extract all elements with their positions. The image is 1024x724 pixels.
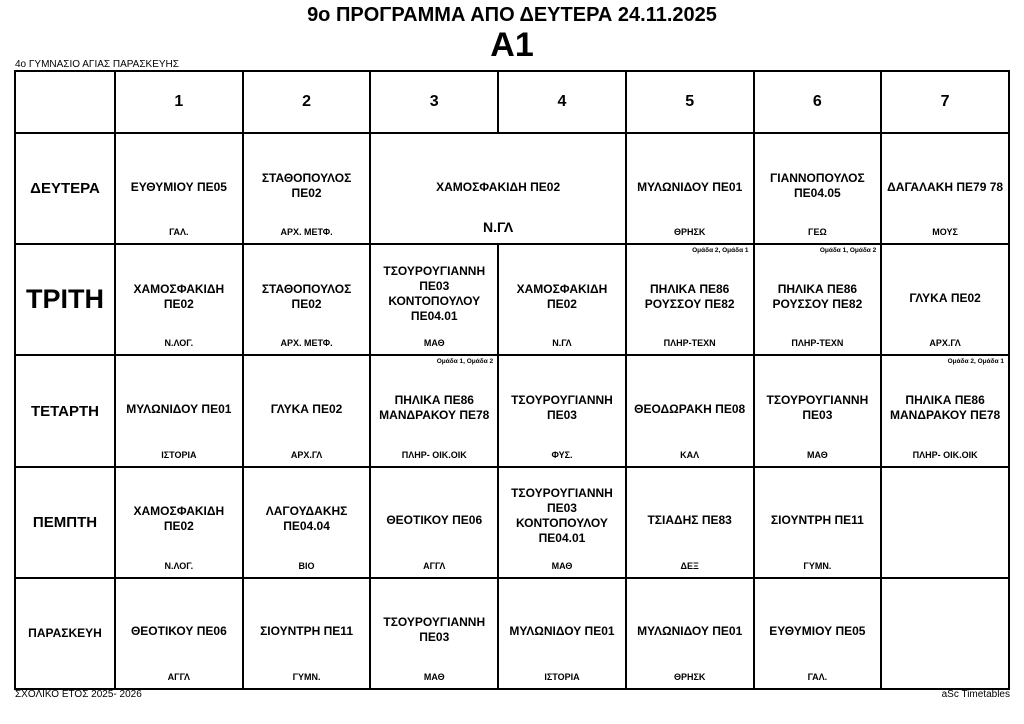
lesson-cell <box>626 578 754 689</box>
lesson-cell <box>115 578 243 689</box>
subject-label: ΘΡΗΣΚ <box>673 227 706 238</box>
teacher-name: ΣΙΟΥΝΤΡΗ ΠΕ11 <box>770 513 864 528</box>
group-label: Ομάδα 2, Ομάδα 1 <box>692 247 749 255</box>
teacher-name: ΤΣΙΑΔΗΣ ΠΕ83 <box>647 513 732 528</box>
lesson-cell <box>498 244 626 355</box>
period-header-row <box>15 71 1009 133</box>
teacher-name: ΔΑΓΑΛΑΚΗ ΠΕ79 78 <box>887 179 1004 194</box>
lesson-cell <box>626 467 754 578</box>
teacher-name: ΛΑΓΟΥΔΑΚΗΣ ΠΕ04.04 <box>265 504 348 534</box>
teacher-name: ΠΗΛΙΚΑ ΠΕ86 ΡΟΥΣΣΟΥ ΠΕ82 <box>644 281 735 311</box>
teacher-name: ΜΥΛΩΝΙΔΟΥ ΠΕ01 <box>637 179 743 194</box>
subject-label: ΠΛΗΡ- ΟΙΚ.ΟΙΚ <box>401 449 467 460</box>
teacher-name: ΜΥΛΩΝΙΔΟΥ ΠΕ01 <box>637 624 743 639</box>
lesson-cell <box>754 355 882 466</box>
period-header: 2 <box>243 71 371 133</box>
subject-label: Ν.ΛΟΓ. <box>164 338 194 349</box>
teacher-name: ΘΕΟΤΙΚΟΥ ΠΕ06 <box>386 513 483 528</box>
lesson-cell <box>115 133 243 244</box>
lesson-cell <box>626 244 754 355</box>
teacher-name: ΤΣΟΥΡΟΥΓΙΑΝΝΗ ΠΕ03 ΚΟΝΤΟΠΟΥΛΟΥ ΠΕ04.01 <box>511 486 613 546</box>
subject-label: ΙΣΤΟΡΙΑ <box>161 449 197 460</box>
day-row <box>15 578 1009 689</box>
generator-credit: aSc Timetables <box>941 689 1010 700</box>
lesson-cell <box>498 578 626 689</box>
subject-label: Ν.ΓΛ <box>552 338 572 349</box>
page-title: 9ο ΠΡΟΓΡΑΜΜΑ ΑΠΟ ΔΕΥΤΕΡΑ 24.11.2025 <box>307 4 717 26</box>
lesson-cell <box>115 355 243 466</box>
lesson-cell <box>115 467 243 578</box>
lesson-cell <box>370 133 625 244</box>
teacher-name: ΤΣΟΥΡΟΥΓΙΑΝΝΗ ΠΕ03 ΚΟΝΤΟΠΟΥΛΟΥ ΠΕ04.01 <box>383 263 486 323</box>
lesson-cell <box>881 467 1009 578</box>
group-label: Ομάδα 1, Ομάδα 2 <box>436 358 494 366</box>
day-name: ΤΡΙΤΗ <box>15 244 115 355</box>
teacher-name: ΧΑΜΟΣΦΑΚΙΔΗ ΠΕ02 <box>436 179 561 194</box>
teacher-name: ΧΑΜΟΣΦΑΚΙΔΗ ΠΕ02 <box>133 281 225 311</box>
period-header: 3 <box>370 71 498 133</box>
teacher-name: ΤΣΟΥΡΟΥΓΙΑΝΝΗ ΠΕ03 <box>766 393 869 423</box>
subject-label: ΘΡΗΣΚ <box>673 672 706 682</box>
subject-label: ΙΣΤΟΡΙΑ <box>544 672 580 682</box>
teacher-name: ΠΗΛΙΚΑ ΠΕ86 ΜΑΝΔΡΑΚΟΥ ΠΕ78 <box>890 393 1001 423</box>
teacher-name: ΧΑΜΟΣΦΑΚΙΔΗ ΠΕ02 <box>516 281 608 311</box>
school-year: ΣΧΟΛΙΚΟ ΕΤΟΣ 2025- 2026 <box>15 689 142 700</box>
teacher-name: ΠΗΛΙΚΑ ΠΕ86 ΡΟΥΣΣΟΥ ΠΕ82 <box>772 281 863 311</box>
subject-label: ΔΕΞ <box>680 560 699 571</box>
subject-label: ΑΡΧ.ΓΛ <box>929 338 961 349</box>
teacher-name: ΓΛΥΚΑ ΠΕ02 <box>909 290 981 305</box>
day-name: ΤΕΤΑΡΤΗ <box>15 355 115 466</box>
subject-label: ΜΟΥΣ <box>932 227 958 238</box>
subject-label: ΑΡΧ.ΓΛ <box>290 449 323 460</box>
day-row <box>15 467 1009 578</box>
lesson-cell <box>881 578 1009 689</box>
subject-label: Ν.ΓΛ <box>482 219 514 236</box>
subject-label: ΓΥΜΝ. <box>292 672 321 682</box>
lesson-cell <box>370 467 498 578</box>
lesson-cell <box>498 467 626 578</box>
lesson-cell <box>626 355 754 466</box>
subject-label: ΚΑΛ <box>680 449 700 460</box>
subject-label: ΜΑΘ <box>551 560 573 571</box>
teacher-name: ΠΗΛΙΚΑ ΠΕ86 ΜΑΝΔΡΑΚΟΥ ΠΕ78 <box>379 393 490 423</box>
day-name: ΔΕΥΤΕΡΑ <box>15 133 115 244</box>
lesson-cell <box>626 133 754 244</box>
subject-label: ΓΕΩ <box>808 227 827 238</box>
subject-label: ΠΛΗΡ-ΤΕΧΝ <box>791 338 844 349</box>
teacher-name: ΤΣΟΥΡΟΥΓΙΑΝΝΗ ΠΕ03 <box>383 615 486 645</box>
teacher-name: ΘΕΟΔΩΡΑΚΗ ΠΕ08 <box>634 402 746 417</box>
corner-cell <box>15 71 115 133</box>
teacher-name: ΣΤΑΘΟΠΟΥΛΟΣ ΠΕ02 <box>261 281 352 311</box>
subject-label: ΑΓΓΛ <box>167 672 191 682</box>
subject-label: ΓΑΛ. <box>169 227 189 238</box>
teacher-name: ΓΙΑΝΝΟΠΟΥΛΟΣ ΠΕ04.05 <box>770 170 865 200</box>
lesson-cell <box>754 133 882 244</box>
subject-label: ΜΑΘ <box>423 338 445 349</box>
lesson-cell <box>243 355 371 466</box>
subject-label: ΠΛΗΡ- ΟΙΚ.ΟΙΚ <box>912 449 978 460</box>
teacher-name: ΣΤΑΘΟΠΟΥΛΟΣ ΠΕ02 <box>261 170 352 200</box>
group-label: Ομάδα 2, Ομάδα 1 <box>947 358 1004 366</box>
class-name: Α1 <box>490 26 534 64</box>
teacher-name: ΕΥΘΥΜΙΟΥ ΠΕ05 <box>130 179 227 194</box>
period-header: 5 <box>626 71 754 133</box>
school-name: 4ο ΓΥΜΝΑΣΙΟ ΑΓΙΑΣ ΠΑΡΑΣΚΕΥΗΣ <box>15 59 179 70</box>
subject-label: ΠΛΗΡ-ΤΕΧΝ <box>663 338 716 349</box>
lesson-cell <box>115 244 243 355</box>
lesson-cell <box>754 244 882 355</box>
subject-label: ΑΡΧ. ΜΕΤΦ. <box>280 338 333 349</box>
lesson-cell <box>243 578 371 689</box>
teacher-name: ΘΕΟΤΙΚΟΥ ΠΕ06 <box>130 624 227 639</box>
period-header: 6 <box>754 71 882 133</box>
subject-label: ΑΓΓΛ <box>423 560 446 571</box>
day-row <box>15 244 1009 355</box>
subject-label: ΓΥΜΝ. <box>803 560 832 571</box>
lesson-cell <box>243 133 371 244</box>
period-header: 1 <box>115 71 243 133</box>
day-row <box>15 355 1009 466</box>
day-row <box>15 133 1009 244</box>
lesson-cell <box>243 467 371 578</box>
day-name: ΠΑΡΑΣΚΕΥΗ <box>15 578 115 689</box>
teacher-name: ΤΣΟΥΡΟΥΓΙΑΝΝΗ ΠΕ03 <box>511 393 613 423</box>
timetable <box>14 70 1010 690</box>
period-header: 4 <box>498 71 626 133</box>
lesson-cell <box>881 133 1009 244</box>
subject-label: ΒΙΟ <box>298 560 315 571</box>
period-header: 7 <box>881 71 1009 133</box>
lesson-cell <box>243 244 371 355</box>
lesson-cell <box>370 244 498 355</box>
subject-label: ΓΑΛ. <box>807 672 828 682</box>
lesson-cell <box>881 244 1009 355</box>
lesson-cell <box>370 355 498 466</box>
day-name: ΠΕΜΠΤΗ <box>15 467 115 578</box>
lesson-cell <box>754 467 882 578</box>
lesson-cell <box>370 578 498 689</box>
lesson-cell <box>881 355 1009 466</box>
teacher-name: ΜΥΛΩΝΙΔΟΥ ΠΕ01 <box>509 624 615 639</box>
subject-label: ΜΑΘ <box>806 449 828 460</box>
teacher-name: ΕΥΘΥΜΙΟΥ ΠΕ05 <box>769 624 866 639</box>
subject-label: ΜΑΘ <box>423 672 445 682</box>
group-label: Ομάδα 1, Ομάδα 2 <box>819 247 877 255</box>
subject-label: ΦΥΣ. <box>551 449 573 460</box>
teacher-name: ΜΥΛΩΝΙΔΟΥ ΠΕ01 <box>126 402 232 417</box>
teacher-name: ΓΛΥΚΑ ΠΕ02 <box>270 402 343 417</box>
lesson-cell <box>754 578 882 689</box>
subject-label: ΑΡΧ. ΜΕΤΦ. <box>280 227 333 238</box>
subject-label: Ν.ΛΟΓ. <box>164 560 194 571</box>
lesson-cell <box>498 355 626 466</box>
teacher-name: ΣΙΟΥΝΤΡΗ ΠΕ11 <box>260 624 353 639</box>
teacher-name: ΧΑΜΟΣΦΑΚΙΔΗ ΠΕ02 <box>133 504 225 534</box>
